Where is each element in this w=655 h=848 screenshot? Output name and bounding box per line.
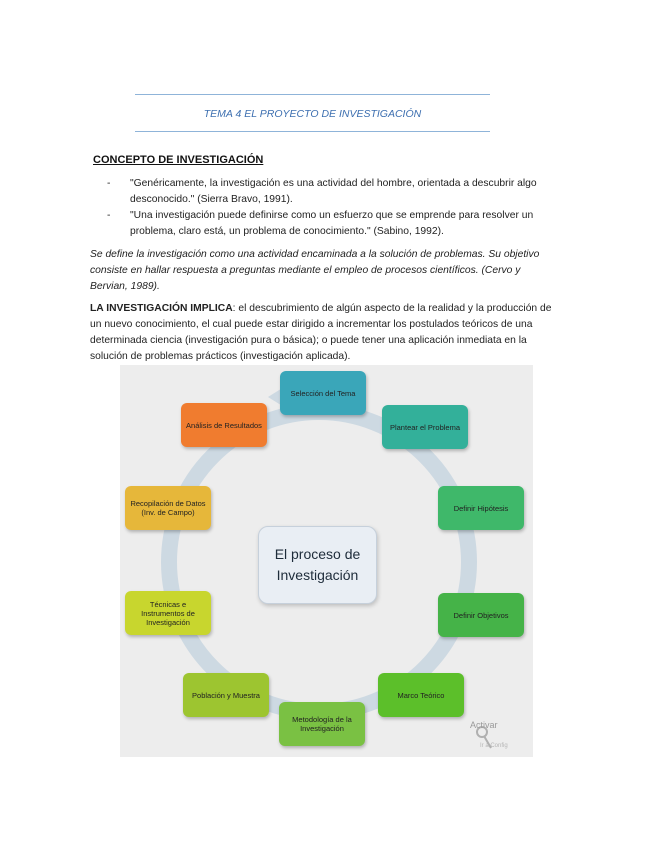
bullet-line: "Genéricamente, la investigación es una actividad del hombre, orientada a descubrir algo — [130, 178, 537, 189]
step-label-line: Plantear el Problema — [389, 422, 461, 432]
step-label-line: Recopilación de Datos — [130, 499, 206, 508]
bullet-item — [130, 176, 570, 208]
implica-lead: LA INVESTIGACIÓN IMPLICA — [90, 303, 233, 314]
paragraph-line: determinada ciencia (investigación pura o básica); o puede tener una aplicación inmediata en la — [90, 335, 527, 346]
bullet-marker: - — [107, 178, 111, 189]
bullet-marker: - — [107, 210, 111, 221]
activation-watermark-sub: Ir a Config — [480, 743, 508, 749]
paragraph-line: solución de problemas prácticos (investigación aplicada). — [90, 351, 351, 362]
step-plantear-problema — [382, 405, 468, 449]
top-divider — [135, 94, 490, 95]
step-recopilacion-datos — [125, 486, 211, 530]
document-title: TEMA 4 EL PROYECTO DE INVESTIGACIÓN — [203, 108, 422, 120]
title-divider — [135, 131, 490, 132]
step-label-line: Selección del Tema — [290, 388, 356, 398]
step-label-line: Investigación — [146, 617, 190, 627]
step-seleccion-tema — [280, 371, 366, 415]
paragraph-line: Se define la investigación como una actividad encaminada a la solución de problemas. Su objetivo — [90, 249, 540, 260]
paragraph-line-text: : el descubrimiento de algún aspecto de la realidad y la producción de — [232, 303, 552, 314]
paragraph-line: Bervian, 1989). — [90, 281, 160, 292]
step-label-line: Análisis de Resultados — [186, 420, 262, 430]
process-diagram — [120, 365, 533, 757]
step-label-line: Metodología de la — [292, 715, 352, 724]
bullet-line: desconocido." (Sierra Bravo, 1991). — [130, 194, 293, 205]
step-tecnicas-instrumentos — [125, 591, 211, 635]
center-title-line: El proceso de — [274, 546, 361, 562]
paragraph-line: un nuevo conocimiento, el cual puede estar dirigido a incrementar los postulados teóricos de una — [90, 319, 533, 330]
definition-paragraph — [90, 247, 570, 295]
bullet-item — [130, 208, 570, 240]
step-label-line: Investigación — [300, 724, 344, 733]
step-marco-teorico — [378, 673, 464, 717]
paragraph-line: consiste en hallar respuesta a preguntas mediante el empleo de procesos científicos. (Cervo y — [90, 265, 521, 276]
center-title-line: Investigación — [276, 567, 359, 583]
step-label-line: Marco Teórico — [397, 690, 445, 700]
step-poblacion-muestra — [183, 673, 269, 717]
step-metodologia — [279, 702, 365, 746]
implica-paragraph — [90, 301, 570, 365]
step-label-line: Población y Muestra — [192, 690, 260, 700]
step-label-line: Técnicas e — [149, 599, 187, 609]
step-definir-objetivos — [438, 593, 524, 637]
bullet-line: problema, claro está, un problema de conocimiento." (Sabino, 1992). — [130, 226, 444, 237]
section-heading: CONCEPTO DE INVESTIGACIÓN — [93, 154, 264, 166]
paragraph-line — [90, 301, 570, 317]
step-label-line: Definir Objetivos — [453, 610, 509, 620]
center-title — [258, 526, 377, 604]
step-label-line: Instrumentos de — [141, 608, 195, 618]
step-definir-hipotesis — [438, 486, 524, 530]
step-label-line: (Inv. de Campo) — [141, 508, 195, 517]
step-label-line: Definir Hipótesis — [453, 503, 509, 513]
activation-watermark: Activar — [470, 720, 498, 730]
bullet-line: "Una investigación puede definirse como un esfuerzo que se emprende para resolver un — [130, 210, 534, 221]
step-analisis-resultados — [181, 403, 267, 447]
